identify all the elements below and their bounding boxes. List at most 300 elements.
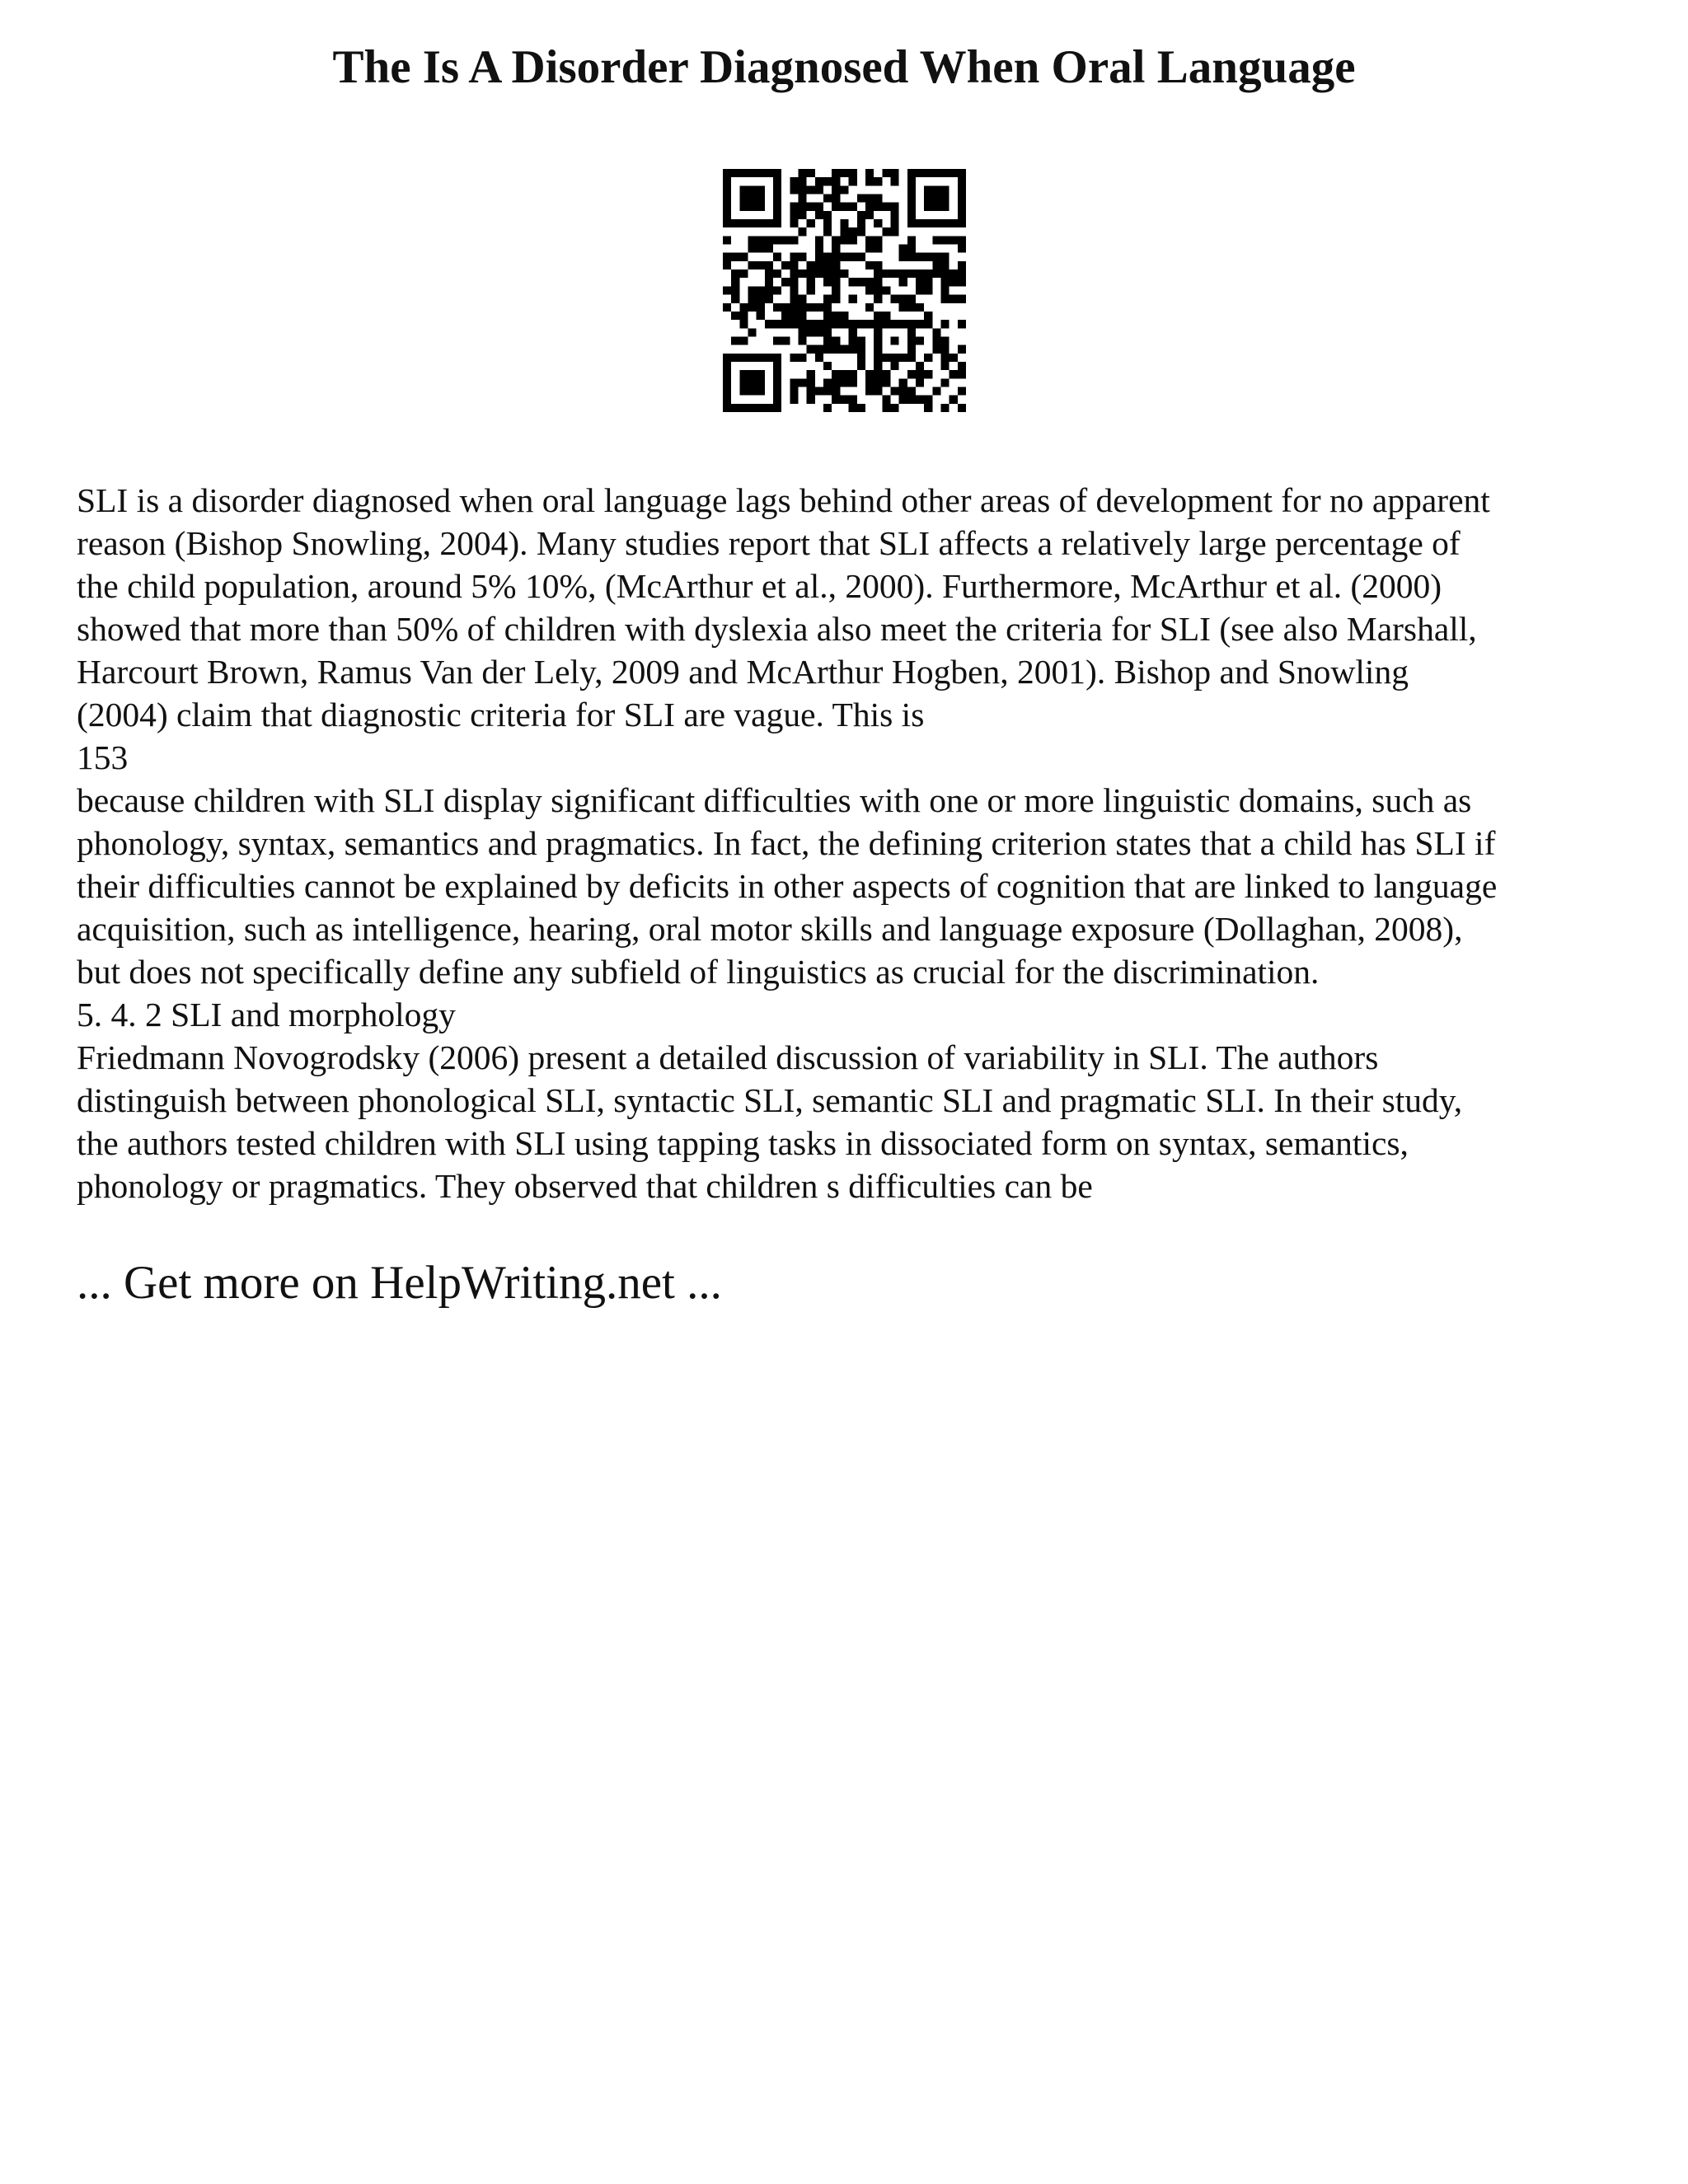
qr-module (940, 378, 949, 387)
qr-module (757, 286, 765, 294)
body-line: Harcourt Brown, Ramus Van der Lely, 2009 and McArthur Hogben, 2001). Bishop and Snowling (77, 653, 1409, 691)
qr-module (823, 278, 832, 286)
qr-module (739, 269, 748, 278)
body-line: the authors tested children with SLI using tapping tasks in dissociated form on syntax, semantics, (77, 1124, 1409, 1162)
qr-module (723, 185, 731, 194)
qr-module (907, 370, 916, 378)
qr-module (849, 345, 857, 354)
qr-module (849, 328, 857, 336)
qr-module (832, 194, 840, 203)
qr-module (950, 169, 958, 177)
qr-module (958, 404, 966, 412)
body-line: showed that more than 50% of children with dyslexia also meet the criteria for SLI (see also Marshall, (77, 610, 1477, 648)
qr-module (958, 194, 966, 203)
qr-module (790, 177, 798, 185)
qr-module (865, 286, 874, 294)
qr-module (882, 378, 890, 387)
qr-module (865, 303, 874, 312)
qr-module (790, 286, 798, 294)
qr-module (950, 219, 958, 227)
qr-module (739, 303, 748, 312)
qr-module (731, 354, 739, 362)
qr-module (849, 227, 857, 236)
qr-module (807, 261, 815, 269)
qr-module (890, 362, 898, 370)
qr-module (840, 345, 848, 354)
qr-module (916, 362, 924, 370)
qr-module (849, 396, 857, 404)
qr-module (781, 278, 790, 286)
qr-module (874, 345, 882, 354)
qr-module (932, 253, 940, 261)
qr-module (823, 253, 832, 261)
qr-module (890, 177, 898, 185)
qr-module (865, 278, 874, 286)
qr-module (940, 185, 949, 194)
qr-module (823, 328, 832, 336)
qr-module (865, 194, 874, 203)
qr-module (865, 203, 874, 211)
qr-module (890, 203, 898, 211)
qr-module (748, 328, 757, 336)
qr-module (748, 194, 757, 203)
body-line: (2004) claim that diagnostic criteria for SLI are vague. This is (77, 696, 925, 733)
qr-module (807, 169, 815, 177)
qr-module (832, 261, 840, 269)
qr-module (757, 185, 765, 194)
qr-module (916, 303, 924, 312)
qr-module (924, 253, 932, 261)
qr-module (932, 236, 940, 244)
qr-module (958, 245, 966, 253)
qr-module (907, 185, 916, 194)
qr-module (950, 278, 958, 286)
qr-module (723, 203, 731, 211)
body-line: the child population, around 5% 10%, (McArthur et al., 2000). Furthermore, McArthur et al. (2000) (77, 567, 1442, 605)
body-line: but does not specifically define any subfield of linguistics as crucial for the discrimination. (77, 953, 1320, 991)
qr-module (857, 404, 865, 412)
qr-module (723, 253, 731, 261)
qr-module (807, 278, 815, 286)
qr-module (899, 278, 907, 286)
qr-module (907, 211, 916, 219)
qr-code-graphic (723, 169, 966, 412)
qr-module (757, 387, 765, 395)
qr-module (958, 203, 966, 211)
qr-module (940, 345, 949, 354)
qr-module (874, 336, 882, 344)
qr-module (757, 303, 765, 312)
qr-module (849, 203, 857, 211)
qr-module (815, 203, 823, 211)
qr-module (924, 278, 932, 286)
qr-module (865, 169, 874, 177)
qr-module (765, 245, 773, 253)
qr-module (723, 194, 731, 203)
qr-module (799, 328, 807, 336)
qr-module (840, 219, 848, 227)
qr-module (748, 387, 757, 395)
qr-module (832, 378, 840, 387)
qr-module (799, 177, 807, 185)
qr-module (857, 345, 865, 354)
qr-module (849, 404, 857, 412)
body-line: phonology or pragmatics. They observed that children s difficulties can be (77, 1167, 1093, 1205)
qr-module (882, 227, 890, 236)
qr-module (757, 261, 765, 269)
qr-module (823, 404, 832, 412)
qr-module (739, 253, 748, 261)
qr-module (832, 236, 840, 244)
get-more-link[interactable]: ... Get more on HelpWriting.net ... (77, 1257, 722, 1309)
body-line: SLI is a disorder diagnosed when oral language lags behind other areas of development for no apparent (77, 481, 1490, 519)
qr-module (916, 269, 924, 278)
qr-module (723, 211, 731, 219)
qr-module (790, 269, 798, 278)
qr-module (874, 245, 882, 253)
qr-module (815, 185, 823, 194)
qr-module (874, 261, 882, 269)
page-title: The Is A Disorder Diagnosed When Oral Language (332, 41, 1356, 93)
qr-module (723, 404, 731, 412)
qr-module (950, 295, 958, 303)
qr-module (832, 387, 840, 395)
qr-module (890, 354, 898, 362)
qr-module (823, 194, 832, 203)
qr-module (899, 295, 907, 303)
qr-module (790, 354, 798, 362)
qr-module (857, 362, 865, 370)
qr-module (807, 328, 815, 336)
qr-module (840, 370, 848, 378)
qr-module (790, 203, 798, 211)
page-number: 153 (77, 738, 129, 776)
qr-module (857, 278, 865, 286)
qr-module (940, 261, 949, 269)
qr-module (849, 177, 857, 185)
qr-module (865, 378, 874, 387)
qr-module (958, 362, 966, 370)
qr-module (924, 185, 932, 194)
qr-module (748, 203, 757, 211)
qr-module (958, 345, 966, 354)
qr-module (899, 354, 907, 362)
qr-module (874, 219, 882, 227)
qr-module (823, 378, 832, 387)
qr-module (832, 345, 840, 354)
qr-module (799, 378, 807, 387)
qr-module (940, 320, 949, 328)
qr-module (857, 253, 865, 261)
qr-code-icon[interactable] (723, 169, 966, 412)
qr-module (815, 345, 823, 354)
qr-module (958, 261, 966, 269)
body-line: because children with SLI display significant difficulties with one or more linguistic domains, such as (77, 781, 1472, 819)
qr-module (890, 320, 898, 328)
qr-module (807, 378, 815, 387)
qr-module (924, 203, 932, 211)
qr-module (790, 211, 798, 219)
qr-module (940, 253, 949, 261)
qr-module (882, 269, 890, 278)
qr-module (849, 378, 857, 387)
qr-module (823, 320, 832, 328)
qr-module (907, 328, 916, 336)
qr-module (799, 185, 807, 194)
qr-module (899, 387, 907, 395)
qr-module (773, 253, 781, 261)
qr-module (773, 236, 781, 244)
qr-module (807, 269, 815, 278)
qr-module (849, 278, 857, 286)
article-body (77, 479, 1626, 1207)
qr-module (840, 320, 848, 328)
qr-module (790, 387, 798, 395)
qr-module (765, 295, 773, 303)
qr-module (807, 396, 815, 404)
qr-module (832, 169, 840, 177)
qr-module (874, 194, 882, 203)
qr-module (739, 320, 748, 328)
qr-module (874, 387, 882, 395)
body-line: their difficulties cannot be explained by deficits in other aspects of cognition that are linked to language (77, 867, 1498, 905)
qr-module (832, 312, 840, 320)
qr-module (765, 278, 773, 286)
qr-module (940, 278, 949, 286)
qr-module (874, 370, 882, 378)
qr-module (765, 169, 773, 177)
qr-module (748, 286, 757, 294)
qr-module (748, 236, 757, 244)
qr-module (958, 211, 966, 219)
qr-module (731, 219, 739, 227)
qr-module (790, 396, 798, 404)
qr-module (857, 320, 865, 328)
qr-module (932, 185, 940, 194)
qr-module (832, 177, 840, 185)
qr-module (807, 387, 815, 395)
qr-module (815, 320, 823, 328)
qr-module (790, 378, 798, 387)
qr-module (723, 261, 731, 269)
qr-module (924, 396, 932, 404)
qr-module (958, 387, 966, 395)
qr-module (924, 354, 932, 362)
qr-module (832, 269, 840, 278)
qr-module (882, 312, 890, 320)
qr-module (924, 169, 932, 177)
qr-module (773, 320, 781, 328)
qr-module (748, 404, 757, 412)
qr-module (748, 219, 757, 227)
body-line: phonology, syntax, semantics and pragmatics. In fact, the defining criterion states that a child has SLI if (77, 824, 1496, 862)
qr-module (815, 177, 823, 185)
qr-module (823, 345, 832, 354)
qr-module (865, 236, 874, 244)
qr-module (723, 303, 731, 312)
qr-module (899, 253, 907, 261)
qr-module (890, 169, 898, 177)
qr-module (849, 295, 857, 303)
qr-module (773, 185, 781, 194)
qr-module (739, 194, 748, 203)
qr-module (748, 354, 757, 362)
qr-module (807, 203, 815, 211)
qr-module (865, 245, 874, 253)
qr-module (731, 278, 739, 286)
qr-module (807, 286, 815, 294)
qr-module (832, 245, 840, 253)
qr-module (773, 203, 781, 211)
qr-module (799, 211, 807, 219)
qr-module (807, 219, 815, 227)
qr-module (932, 269, 940, 278)
qr-module (958, 219, 966, 227)
qr-module (958, 185, 966, 194)
qr-module (907, 194, 916, 203)
qr-module (874, 378, 882, 387)
qr-module (807, 345, 815, 354)
qr-module (781, 336, 790, 344)
qr-module (916, 286, 924, 294)
qr-module (865, 370, 874, 378)
qr-module (790, 219, 798, 227)
qr-module (773, 211, 781, 219)
qr-module (731, 169, 739, 177)
qr-module (799, 253, 807, 261)
qr-module (807, 320, 815, 328)
qr-module (882, 286, 890, 294)
qr-module (840, 396, 848, 404)
qr-module (739, 387, 748, 395)
qr-module (748, 185, 757, 194)
qr-module (765, 404, 773, 412)
qr-module (849, 169, 857, 177)
qr-module (773, 286, 781, 294)
qr-module (823, 295, 832, 303)
qr-module (916, 378, 924, 387)
qr-module (899, 269, 907, 278)
qr-module (739, 378, 748, 387)
qr-module (773, 396, 781, 404)
qr-module (840, 169, 848, 177)
qr-module (765, 261, 773, 269)
body-line: Friedmann Novogrodsky (2006) present a detailed discussion of variability in SLI. The authors (77, 1038, 1379, 1076)
qr-module (907, 236, 916, 244)
qr-module (950, 269, 958, 278)
qr-module (950, 236, 958, 244)
section-heading: 5. 4. 2 SLI and morphology (77, 996, 456, 1033)
qr-module (890, 227, 898, 236)
qr-module (832, 253, 840, 261)
qr-module (765, 269, 773, 278)
qr-module (823, 303, 832, 312)
qr-module (723, 378, 731, 387)
qr-module (823, 177, 832, 185)
qr-module (832, 286, 840, 294)
qr-module (799, 312, 807, 320)
qr-module (790, 185, 798, 194)
qr-module (940, 404, 949, 412)
qr-module (815, 236, 823, 244)
qr-module (773, 362, 781, 370)
qr-module (874, 286, 882, 294)
qr-module (823, 261, 832, 269)
qr-module (958, 269, 966, 278)
qr-module (907, 387, 916, 395)
qr-module (890, 336, 898, 344)
qr-module (899, 320, 907, 328)
qr-module (874, 177, 882, 185)
qr-module (840, 227, 848, 236)
qr-module (857, 194, 865, 203)
qr-module (932, 328, 940, 336)
qr-module (757, 354, 765, 362)
qr-module (857, 211, 865, 219)
qr-module (773, 404, 781, 412)
qr-module (907, 169, 916, 177)
qr-module (916, 336, 924, 344)
qr-module (899, 378, 907, 387)
qr-module (815, 261, 823, 269)
qr-module (832, 336, 840, 344)
qr-module (765, 236, 773, 244)
qr-module (757, 404, 765, 412)
qr-module (907, 203, 916, 211)
qr-module (857, 354, 865, 362)
qr-module (849, 253, 857, 261)
qr-module (924, 269, 932, 278)
qr-module (882, 320, 890, 328)
qr-module (773, 370, 781, 378)
qr-module (958, 320, 966, 328)
qr-module (865, 177, 874, 185)
qr-module (940, 169, 949, 177)
qr-module (731, 336, 739, 344)
qr-module (781, 303, 790, 312)
qr-module (739, 203, 748, 211)
qr-module (790, 320, 798, 328)
qr-module (907, 336, 916, 344)
qr-module (748, 295, 757, 303)
qr-module (781, 261, 790, 269)
qr-module (857, 219, 865, 227)
qr-module (874, 328, 882, 336)
qr-module (907, 253, 916, 261)
qr-module (757, 194, 765, 203)
qr-module (874, 278, 882, 286)
qr-module (757, 219, 765, 227)
qr-module (823, 269, 832, 278)
qr-module (832, 278, 840, 286)
body-line: distinguish between phonological SLI, syntactic SLI, semantic SLI and pragmatic SLI. In their study, (77, 1081, 1463, 1119)
qr-module (849, 236, 857, 244)
qr-module (799, 336, 807, 344)
qr-module (815, 303, 823, 312)
qr-module (899, 396, 907, 404)
qr-module (731, 253, 739, 261)
qr-module (849, 320, 857, 328)
qr-module (765, 354, 773, 362)
qr-module (773, 169, 781, 177)
qr-module (739, 219, 748, 227)
qr-module (874, 312, 882, 320)
qr-module (773, 387, 781, 395)
qr-module (932, 194, 940, 203)
qr-module (723, 370, 731, 378)
qr-module (958, 236, 966, 244)
qr-module (950, 370, 958, 378)
